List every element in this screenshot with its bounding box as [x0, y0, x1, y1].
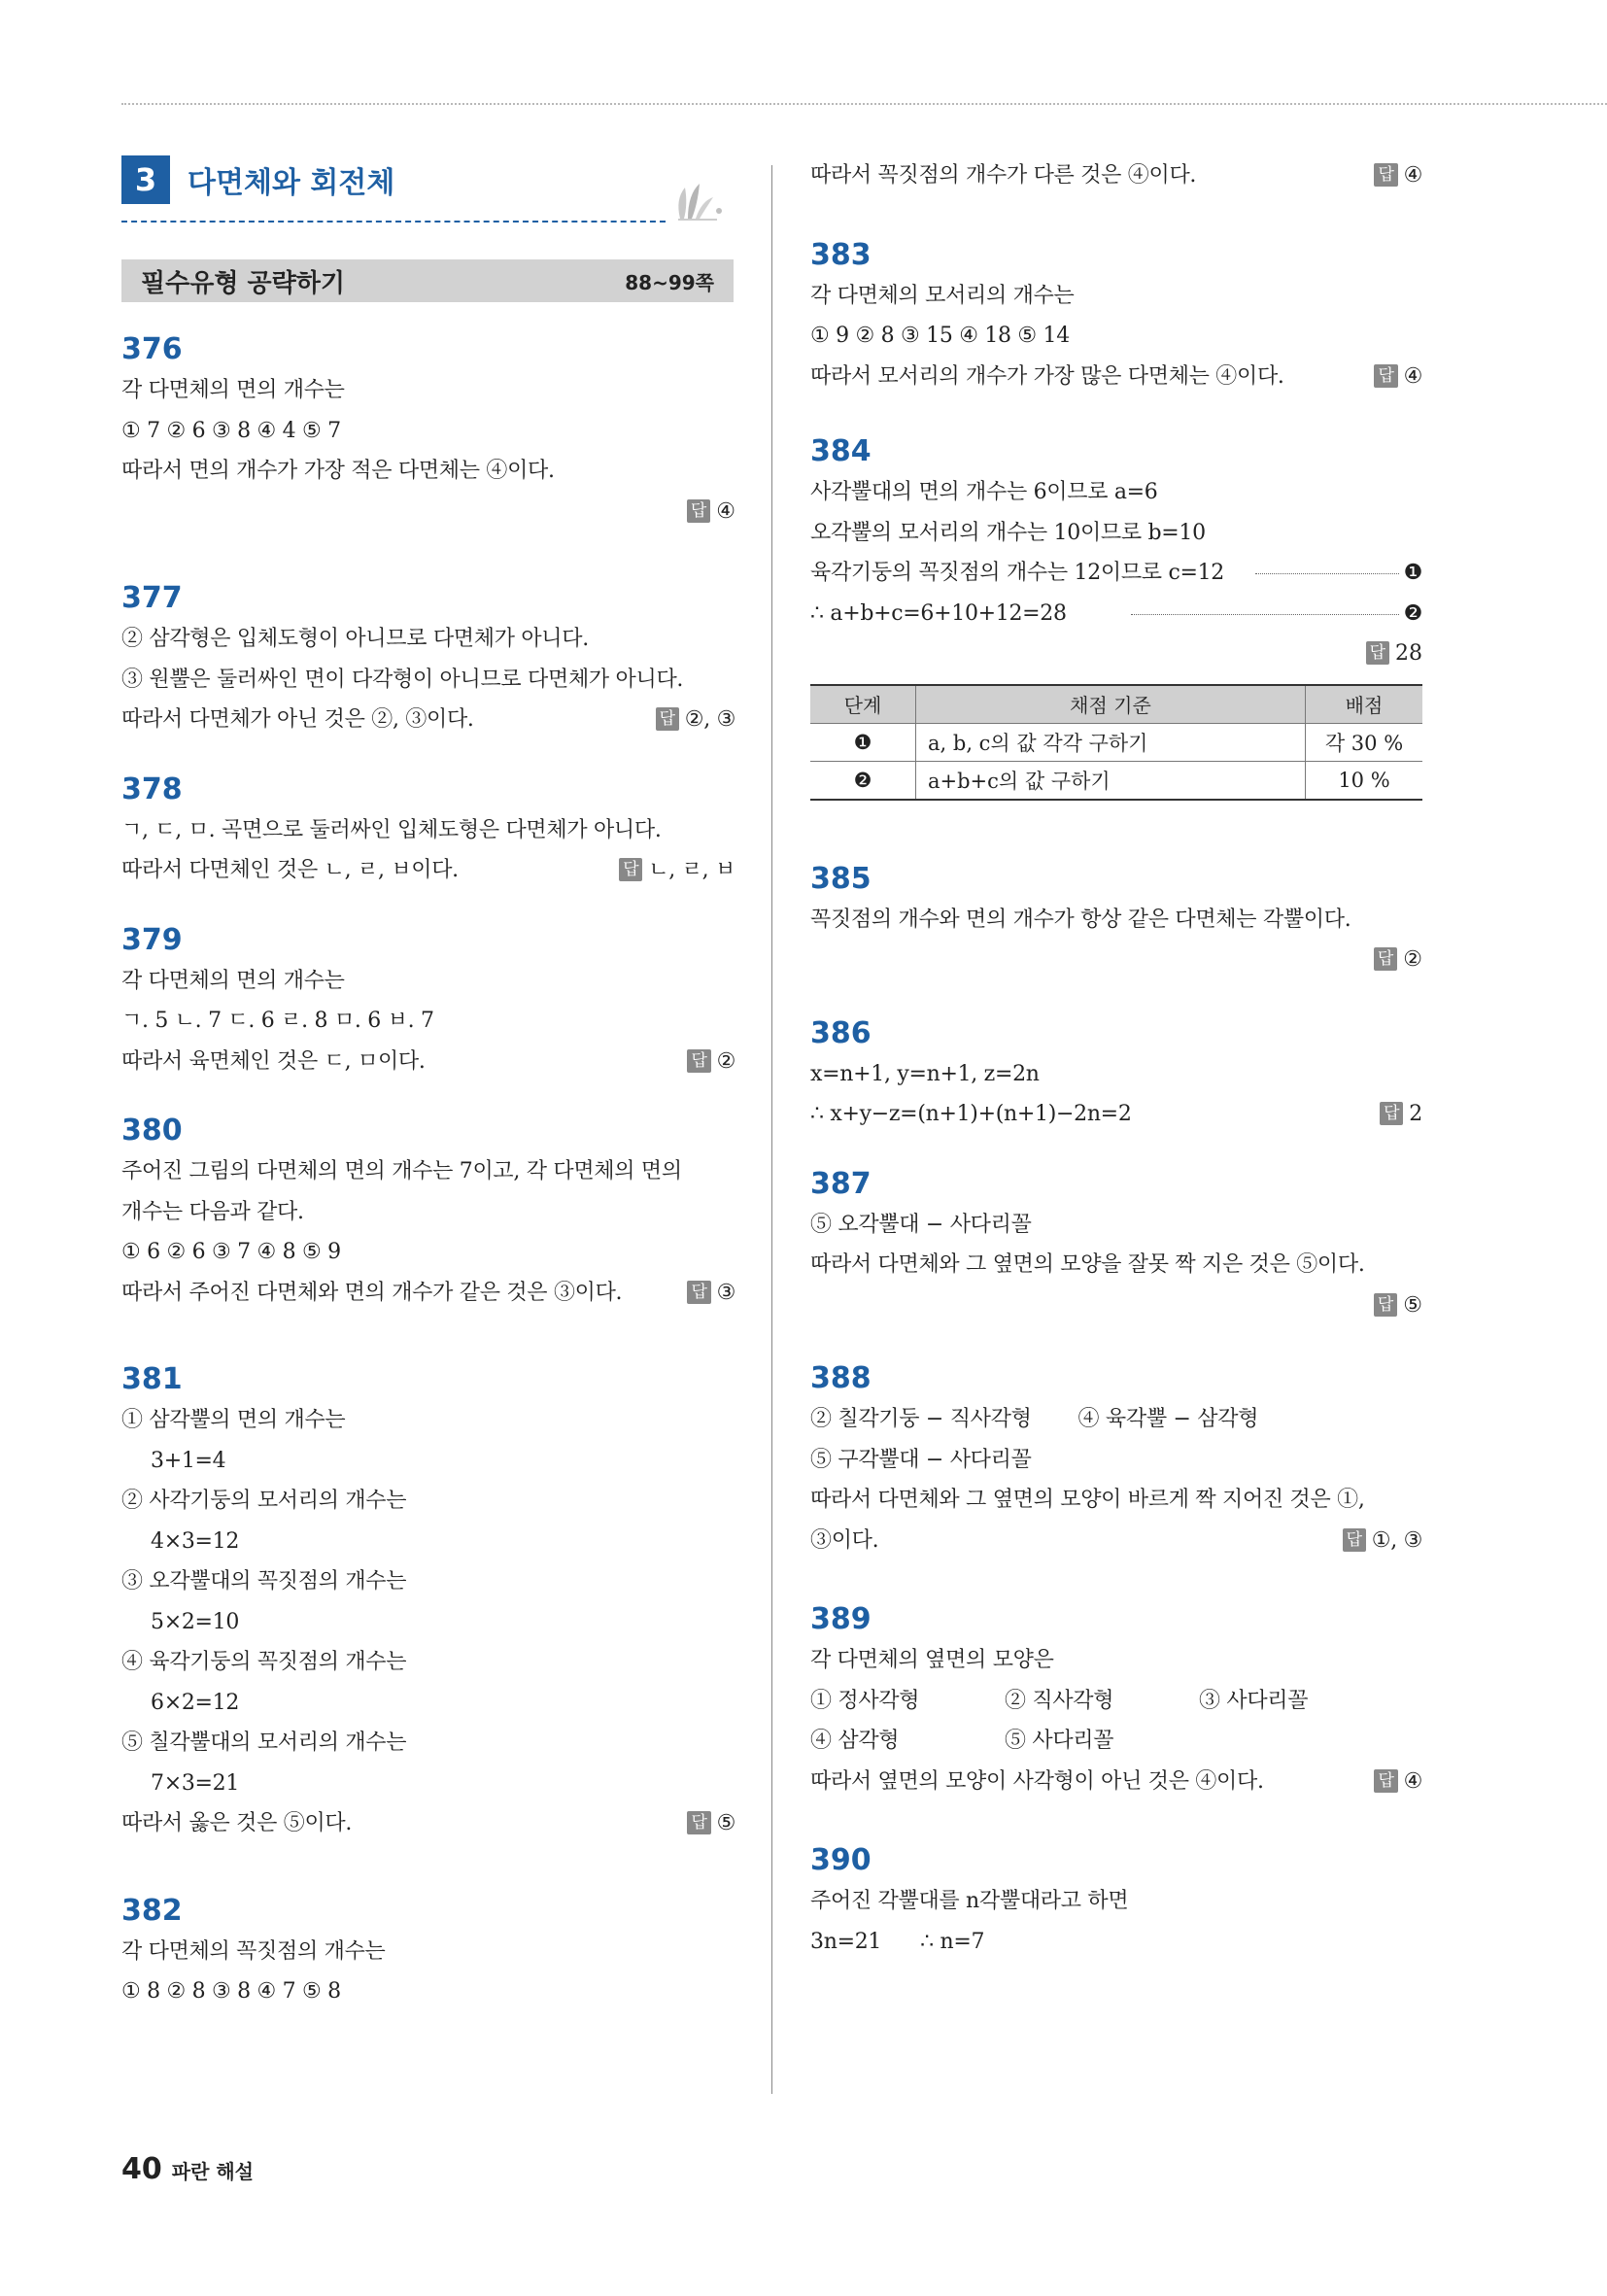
answer — [687, 1042, 735, 1082]
solution-line: 7×3=21 — [151, 1770, 240, 1796]
answer-badge: 답 — [1374, 1769, 1397, 1793]
solution-line: 따라서 육면체인 것은 ㄷ, ㅁ이다. 답 ② — [121, 1042, 735, 1082]
problem-number: 388 — [810, 1361, 872, 1395]
problem-388 — [810, 1358, 1422, 1560]
solution-line: 따라서 꼭짓점의 개수가 다른 것은 ④이다. 답 ④ — [810, 155, 1422, 196]
section-underline — [121, 221, 666, 223]
answer-badge: 답 — [1374, 947, 1397, 971]
answer — [1374, 357, 1422, 397]
problem-385 — [810, 859, 1422, 980]
section-title: 다면체와 회전체 — [188, 166, 395, 200]
problem-number: 380 — [121, 1114, 183, 1148]
answer-badge: 답 — [1374, 163, 1397, 187]
solution-line: ∴ a+b+c=6+10+12=28 ❷ — [810, 594, 1422, 634]
dotted-leader — [1255, 573, 1399, 574]
answer-badge: 답 — [687, 1811, 710, 1834]
solution-line: ② 사각기둥의 모서리의 개수는 — [121, 1489, 407, 1513]
right-column — [810, 155, 1422, 1962]
solution-line: 4×3=12 — [151, 1528, 240, 1554]
problem-number: 386 — [810, 1015, 872, 1050]
problem-387 — [810, 1164, 1422, 1326]
answer — [687, 1803, 735, 1844]
problem-number: 384 — [810, 434, 872, 468]
solution-line: ① 7 ② 6 ③ 8 ④ 4 ⑤ 7 — [121, 418, 341, 443]
solution-line: 각 다면체의 면의 개수는 — [121, 968, 345, 993]
answer — [810, 1285, 1422, 1326]
problem-number: 389 — [810, 1602, 872, 1636]
leaf-decoration-icon — [670, 180, 729, 223]
problem-number: 377 — [121, 581, 183, 615]
problem-number: 379 — [121, 922, 183, 957]
solution-line: ① 8 ② 8 ③ 8 ④ 7 ⑤ 8 — [121, 1979, 341, 2004]
table-cell: ❷ — [810, 761, 916, 800]
problem-380 — [121, 1111, 735, 1313]
answer — [810, 634, 1422, 674]
solution-line: 개수는 다음과 같다. — [121, 1199, 304, 1224]
answer-value: 2 — [1409, 1102, 1422, 1126]
answer — [1343, 1521, 1422, 1561]
answer-value: ④ — [1403, 1768, 1422, 1794]
solution-line: ③ 원뿔은 둘러싸인 면이 다각형이 아니므로 다면체가 아니다. — [121, 667, 684, 692]
answer-value: ②, ③ — [684, 707, 735, 732]
solution-line: 따라서 다면체가 아닌 것은 ②, ③이다. 답 ②, ③ — [121, 700, 735, 740]
solution-line: 육각기둥의 꼭짓점의 개수는 12이므로 c=12 ❶ — [810, 553, 1422, 594]
solution-line: 따라서 다면체와 그 옆면의 모양이 바르게 짝 지어진 것은 ①, — [810, 1488, 1365, 1512]
solution-line: ⑤ 오각뿔대 − 사다리꼴 — [810, 1212, 1032, 1237]
left-column — [121, 155, 735, 2012]
answer-value: ①, ③ — [1371, 1527, 1422, 1553]
solution-line: 따라서 모서리의 개수가 가장 많은 다면체는 ④이다. 답 ④ — [810, 357, 1422, 397]
solution-line: ① 삼각뿔의 면의 개수는 — [121, 1408, 346, 1432]
dotted-leader — [1131, 614, 1399, 615]
answer-badge: 답 — [1374, 364, 1397, 388]
problem-383 — [810, 235, 1422, 397]
section-header — [121, 155, 735, 204]
solution-line: 따라서 면의 개수가 가장 적은 다면체는 ④이다. — [121, 459, 555, 483]
table-cell: ❶ — [810, 723, 916, 761]
answer — [619, 850, 735, 891]
answer — [1380, 1094, 1422, 1135]
solution-line: ② 삼각형은 입체도형이 아니므로 다면체가 아니다. — [121, 627, 589, 651]
solution-line: 각 다면체의 옆면의 모양은 — [810, 1648, 1054, 1672]
solution-line: 6×2=12 — [151, 1690, 240, 1715]
solution-line: ㄱ, ㄷ, ㅁ. 곡면으로 둘러싸인 입체도형은 다면체가 아니다. — [121, 817, 662, 842]
answer — [121, 492, 735, 532]
table-cell: 10 % — [1306, 761, 1423, 800]
solution-line: ③ 오각뿔대의 꼭짓점의 개수는 — [121, 1569, 407, 1593]
section-number: 3 — [121, 155, 170, 204]
table-cell: 각 30 % — [1306, 723, 1423, 761]
problem-390 — [810, 1840, 1422, 1962]
solution-line: 오각뿔의 모서리의 개수는 10이므로 b=10 — [810, 520, 1206, 545]
solution-line: 5×2=10 — [151, 1609, 240, 1634]
problem-number: 382 — [121, 1893, 183, 1928]
solution-line: ⑤ 구각뿔대 − 사다리꼴 — [810, 1447, 1032, 1472]
solution-line: ③이다. 답 ①, ③ — [810, 1521, 1422, 1561]
solution-line: 각 다면체의 꼭짓점의 개수는 — [121, 1938, 386, 1964]
problem-381 — [121, 1359, 735, 1844]
answer — [687, 1273, 735, 1314]
problem-376 — [121, 329, 735, 531]
problem-number: 387 — [810, 1166, 872, 1201]
answer — [656, 700, 735, 740]
answer-badge: 답 — [1374, 1293, 1397, 1317]
answer-value: ⑤ — [1403, 1292, 1422, 1318]
solution-line: ㄱ. 5 ㄴ. 7 ㄷ. 6 ㄹ. 8 ㅁ. 6 ㅂ. 7 — [121, 1009, 434, 1033]
solution-line: ② 칠각기둥 − 직사각형 ④ 육각뿔 − 삼각형 — [810, 1407, 1259, 1431]
practice-banner — [121, 259, 734, 302]
answer-value: 28 — [1395, 641, 1422, 666]
solution-line: ① 정사각형 ② 직사각형 ③ 사다리꼴 — [810, 1688, 1309, 1713]
problem-number: 390 — [810, 1843, 872, 1877]
page-footer — [121, 2152, 254, 2186]
problem-number: 376 — [121, 332, 183, 366]
problem-377 — [121, 578, 735, 740]
scoring-table — [810, 684, 1422, 801]
answer-badge: 답 — [687, 1049, 710, 1073]
answer-value: ④ — [1403, 163, 1422, 188]
problem-number: 385 — [810, 861, 872, 896]
answer-value: ② — [716, 1048, 735, 1074]
solution-line: ④ 육각기둥의 꼭짓점의 개수는 — [121, 1650, 407, 1674]
answer-value: ④ — [716, 498, 735, 524]
answer-badge: 답 — [656, 707, 679, 731]
solution-line: 따라서 주어진 다면체와 면의 개수가 같은 것은 ③이다. 답 ③ — [121, 1273, 735, 1314]
solution-line: 3n=21 ∴ n=7 — [810, 1929, 985, 1954]
problem-number: 383 — [810, 237, 872, 272]
solution-line: 각 다면체의 면의 개수는 — [121, 378, 345, 402]
solution-line: 따라서 다면체인 것은 ㄴ, ㄹ, ㅂ이다. 답 ㄴ, ㄹ, ㅂ — [121, 850, 735, 891]
table-header: 단계 — [810, 685, 916, 724]
answer-value: ③ — [716, 1280, 735, 1305]
problem-379 — [121, 920, 735, 1082]
answer-badge: 답 — [619, 858, 642, 881]
table-cell: a, b, c의 값 각각 구하기 — [916, 723, 1306, 761]
page-number: 40 — [121, 2152, 162, 2186]
solution-line: 따라서 옆면의 모양이 사각형이 아닌 것은 ④이다. 답 ④ — [810, 1762, 1422, 1802]
answer — [1374, 1762, 1422, 1802]
solution-line: ⑤ 칠각뿔대의 모서리의 개수는 — [121, 1731, 407, 1755]
solution-line: 주어진 그림의 다면체의 면의 개수는 7이고, 각 다면체의 면의 — [121, 1159, 682, 1183]
answer-badge: 답 — [1343, 1528, 1366, 1552]
problem-389 — [810, 1599, 1422, 1801]
answer-badge: 답 — [1380, 1102, 1403, 1125]
top-dotted-rule — [121, 103, 1607, 105]
solution-line: 3+1=4 — [151, 1448, 226, 1473]
answer-badge: 답 — [687, 499, 710, 523]
problem-384 — [810, 431, 1422, 801]
problem-378 — [121, 770, 735, 891]
footer-label: 파란 해설 — [171, 2160, 254, 2183]
solution-line: 주어진 각뿔대를 n각뿔대라고 하면 — [810, 1889, 1129, 1913]
answer-badge: 답 — [1366, 641, 1389, 665]
step-marker: ❶ — [1403, 561, 1422, 585]
solution-line: 사각뿔대의 면의 개수는 6이므로 a=6 — [810, 480, 1158, 504]
column-divider — [771, 165, 772, 2094]
problem-386 — [810, 1013, 1422, 1135]
solution-line: ① 6 ② 6 ③ 7 ④ 8 ⑤ 9 — [121, 1240, 341, 1264]
answer-value: ㄴ, ㄹ, ㅂ — [648, 858, 735, 882]
banner-page-range: 88~99쪽 — [625, 270, 714, 294]
answer-value: ② — [1403, 947, 1422, 972]
answer — [810, 940, 1422, 980]
step-marker: ❷ — [1403, 600, 1422, 626]
problem-number: 378 — [121, 771, 183, 806]
solution-line: ① 9 ② 8 ③ 15 ④ 18 ⑤ 14 — [810, 324, 1070, 348]
problem-382 — [121, 1891, 735, 2012]
problem-number: 381 — [121, 1362, 183, 1396]
solution-line: 따라서 옳은 것은 ⑤이다. 답 ⑤ — [121, 1803, 735, 1844]
banner-title: 필수유형 공략하기 — [141, 268, 345, 298]
solution-line: x=n+1, y=n+1, z=2n — [810, 1061, 1040, 1086]
solution-line: 각 다면체의 모서리의 개수는 — [810, 283, 1075, 308]
solution-line: ∴ x+y−z=(n+1)+(n+1)−2n=2 답 2 — [810, 1094, 1422, 1135]
table-header: 채점 기준 — [916, 685, 1306, 724]
table-row — [810, 723, 1422, 761]
answer — [1374, 155, 1422, 196]
solution-line: 따라서 다면체와 그 옆면의 모양을 잘못 짝 지은 것은 ⑤이다. — [810, 1252, 1365, 1277]
solution-line: 꼭짓점의 개수와 면의 개수가 항상 같은 다면체는 각뿔이다. — [810, 907, 1351, 932]
solution-line: ④ 삼각형 ⑤ 사다리꼴 — [810, 1729, 1114, 1753]
answer-value: ⑤ — [716, 1811, 735, 1835]
answer-value: ④ — [1403, 363, 1422, 389]
answer-badge: 답 — [687, 1281, 710, 1304]
table-row — [810, 761, 1422, 800]
table-cell: a+b+c의 값 구하기 — [916, 761, 1306, 800]
table-header: 배점 — [1306, 685, 1423, 724]
